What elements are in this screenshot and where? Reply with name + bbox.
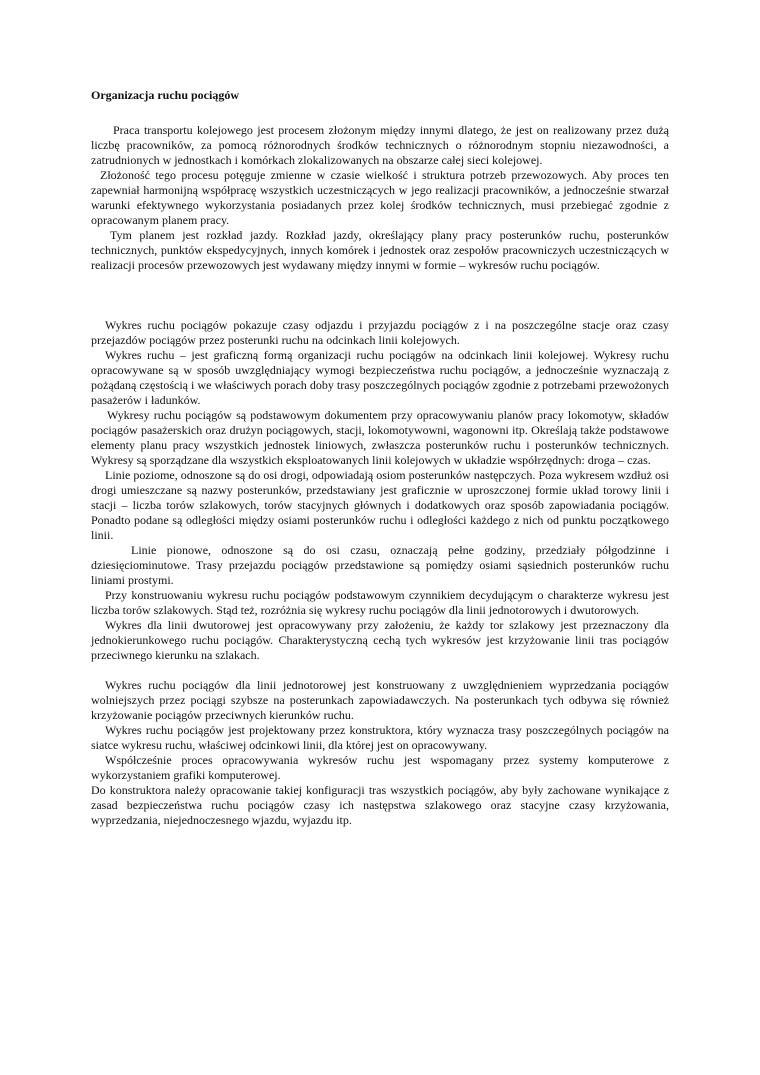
- paragraph: Złożoność tego procesu potęguje zmienne w czasie wielkość i struktura potrzeb przewozowych. Aby proces ten zapewniał harmonijną współpracę wszystkich uczestniczących w jego realizacji pracowników, a jednocześnie stwarzał warunki efektywnego wykorzystania posiadanych przez kolej środków technicznych, musi przebiegać zgodnie z opracowanym planem pracy.: [91, 168, 669, 227]
- paragraph: Wykres ruchu pociągów dla linii jednotorowej jest konstruowany z uwzględnieniem wyprzedzania pociągów wolniejszych przez pociągi szybsze na posterunkach zapowiadawczych. Na posterunkach tych odbywa się również krzyżowanie pociągów przeciwnych kierunków ruchu.: [91, 678, 669, 722]
- document-title: Organizacja ruchu pociągów: [91, 88, 239, 102]
- paragraph: Wykres ruchu – jest graficzną formą organizacji ruchu pociągów na odcinkach linii kolejowej. Wykresy ruchu opracowywane są w sposób uwzględniający wymogi bezpieczeństwa ruchu pociągów, a jednocześnie wyznaczają z pożądaną częstością i we właściwych porach doby trasy poszczególnych pociągów zgodnie z potrzebami przewożonych pasażerów i ładunków.: [91, 348, 669, 407]
- paragraph: Wykres dla linii dwutorowej jest opracowywany przy założeniu, że każdy tor szlakowy jest przeznaczony dla jednokierunkowego ruchu pociągów. Charakterystyczną cechą tych wykresów jest krzyżowanie linii tras pociągów przeciwnego kierunku na szlakach.: [91, 618, 669, 662]
- paragraph: Praca transportu kolejowego jest procesem złożonym między innymi dlatego, że jest on realizowany przez dużą liczbę pracowników, za pomocą różnorodnych środków technicznych o różnorodnym stopniu niezawodności, a zatrudnionych w jednostkach i komórkach zlokalizowanych na obszarze całej sieci kolejowej.: [91, 123, 669, 167]
- paragraph: Współcześnie proces opracowywania wykresów ruchu jest wspomagany przez systemy komputerowe z wykorzystaniem grafiki komputerowej.: [91, 753, 669, 782]
- paragraph: Do konstruktora należy opracowanie takiej konfiguracji tras wszystkich pociągów, aby były zachowane wynikające z zasad bezpieczeństwa ruchu pociągów czasy ich następstwa szlakowego oraz stacyjne czasy krzyżowania, wyprzedzania, niejednoczesnego wjazdu, wyjazdu itp.: [91, 783, 669, 827]
- paragraph: Wykres ruchu pociągów pokazuje czasy odjazdu i przyjazdu pociągów z i na poszczególne stacje oraz czasy przejazdów pociągów przez posterunki ruchu na odcinkach linii kolejowych.: [91, 318, 669, 347]
- paragraph: Linie pionowe, odnoszone są do osi czasu, oznaczają pełne godziny, przedziały półgodzinne i dziesięciominutowe. Trasy przejazdu pociągów przedstawione są pomiędzy osiami sąsiednich posterunków ruchu liniami prostymi.: [91, 543, 669, 587]
- document-page: [91, 88, 669, 828]
- paragraph: Przy konstruowaniu wykresu ruchu pociągów podstawowym czynnikiem decydującym o charakterze wykresu jest liczba torów szlakowych. Stąd też, rozróżnia się wykresy ruchu pociągów dla linii jednotorowych i dwutorowych.: [91, 588, 669, 617]
- paragraph: Wykresy ruchu pociągów są podstawowym dokumentem przy opracowywaniu planów pracy lokomotyw, składów pociągów pasażerskich oraz drużyn pociągowych, stacji, lokomotywowni, wagonowni itp. Określają także podstawowe elementy planu pracy wszystkich jednostek liniowych, zwłaszcza posterunków ruchu i posterunków technicznych. Wykresy są sporządzane dla wszystkich eksploatowanych linii kolejowych w układzie współrzędnych: droga – czas.: [91, 408, 669, 467]
- paragraph: Wykres ruchu pociągów jest projektowany przez konstruktora, który wyznacza trasy poszczególnych pociągów na siatce wykresu ruchu, właściwej odcinkowi linii, dla której jest on opracowywany.: [91, 723, 669, 752]
- paragraph: Linie poziome, odnoszone są do osi drogi, odpowiadają osiom posterunków następczych. Poza wykresem wzdłuż osi drogi umieszczane są nazwy posterunków, przedstawiany jest graficznie w uproszczonej formie układ torowy linii i stacji – liczba torów szlakowych, torów stacyjnych głównych i dodatkowych oraz sposób zapowiadania pociągów. Ponadto podane są odległości między osiami posterunków ruchu i odległości każdego z nich od punktu początkowego linii.: [91, 468, 669, 542]
- spacer: [91, 273, 669, 318]
- paragraph: Tym planem jest rozkład jazdy. Rozkład jazdy, określający plany pracy posterunków ruchu, posterunków technicznych, punktów ekspedycyjnych, innych komórek i jednostek oraz zespołów pracowniczych uczestniczących w realizacji procesów przewozowych jest wydawany między innymi w formie – wykresów ruchu pociągów.: [91, 228, 669, 272]
- spacer: [91, 663, 669, 678]
